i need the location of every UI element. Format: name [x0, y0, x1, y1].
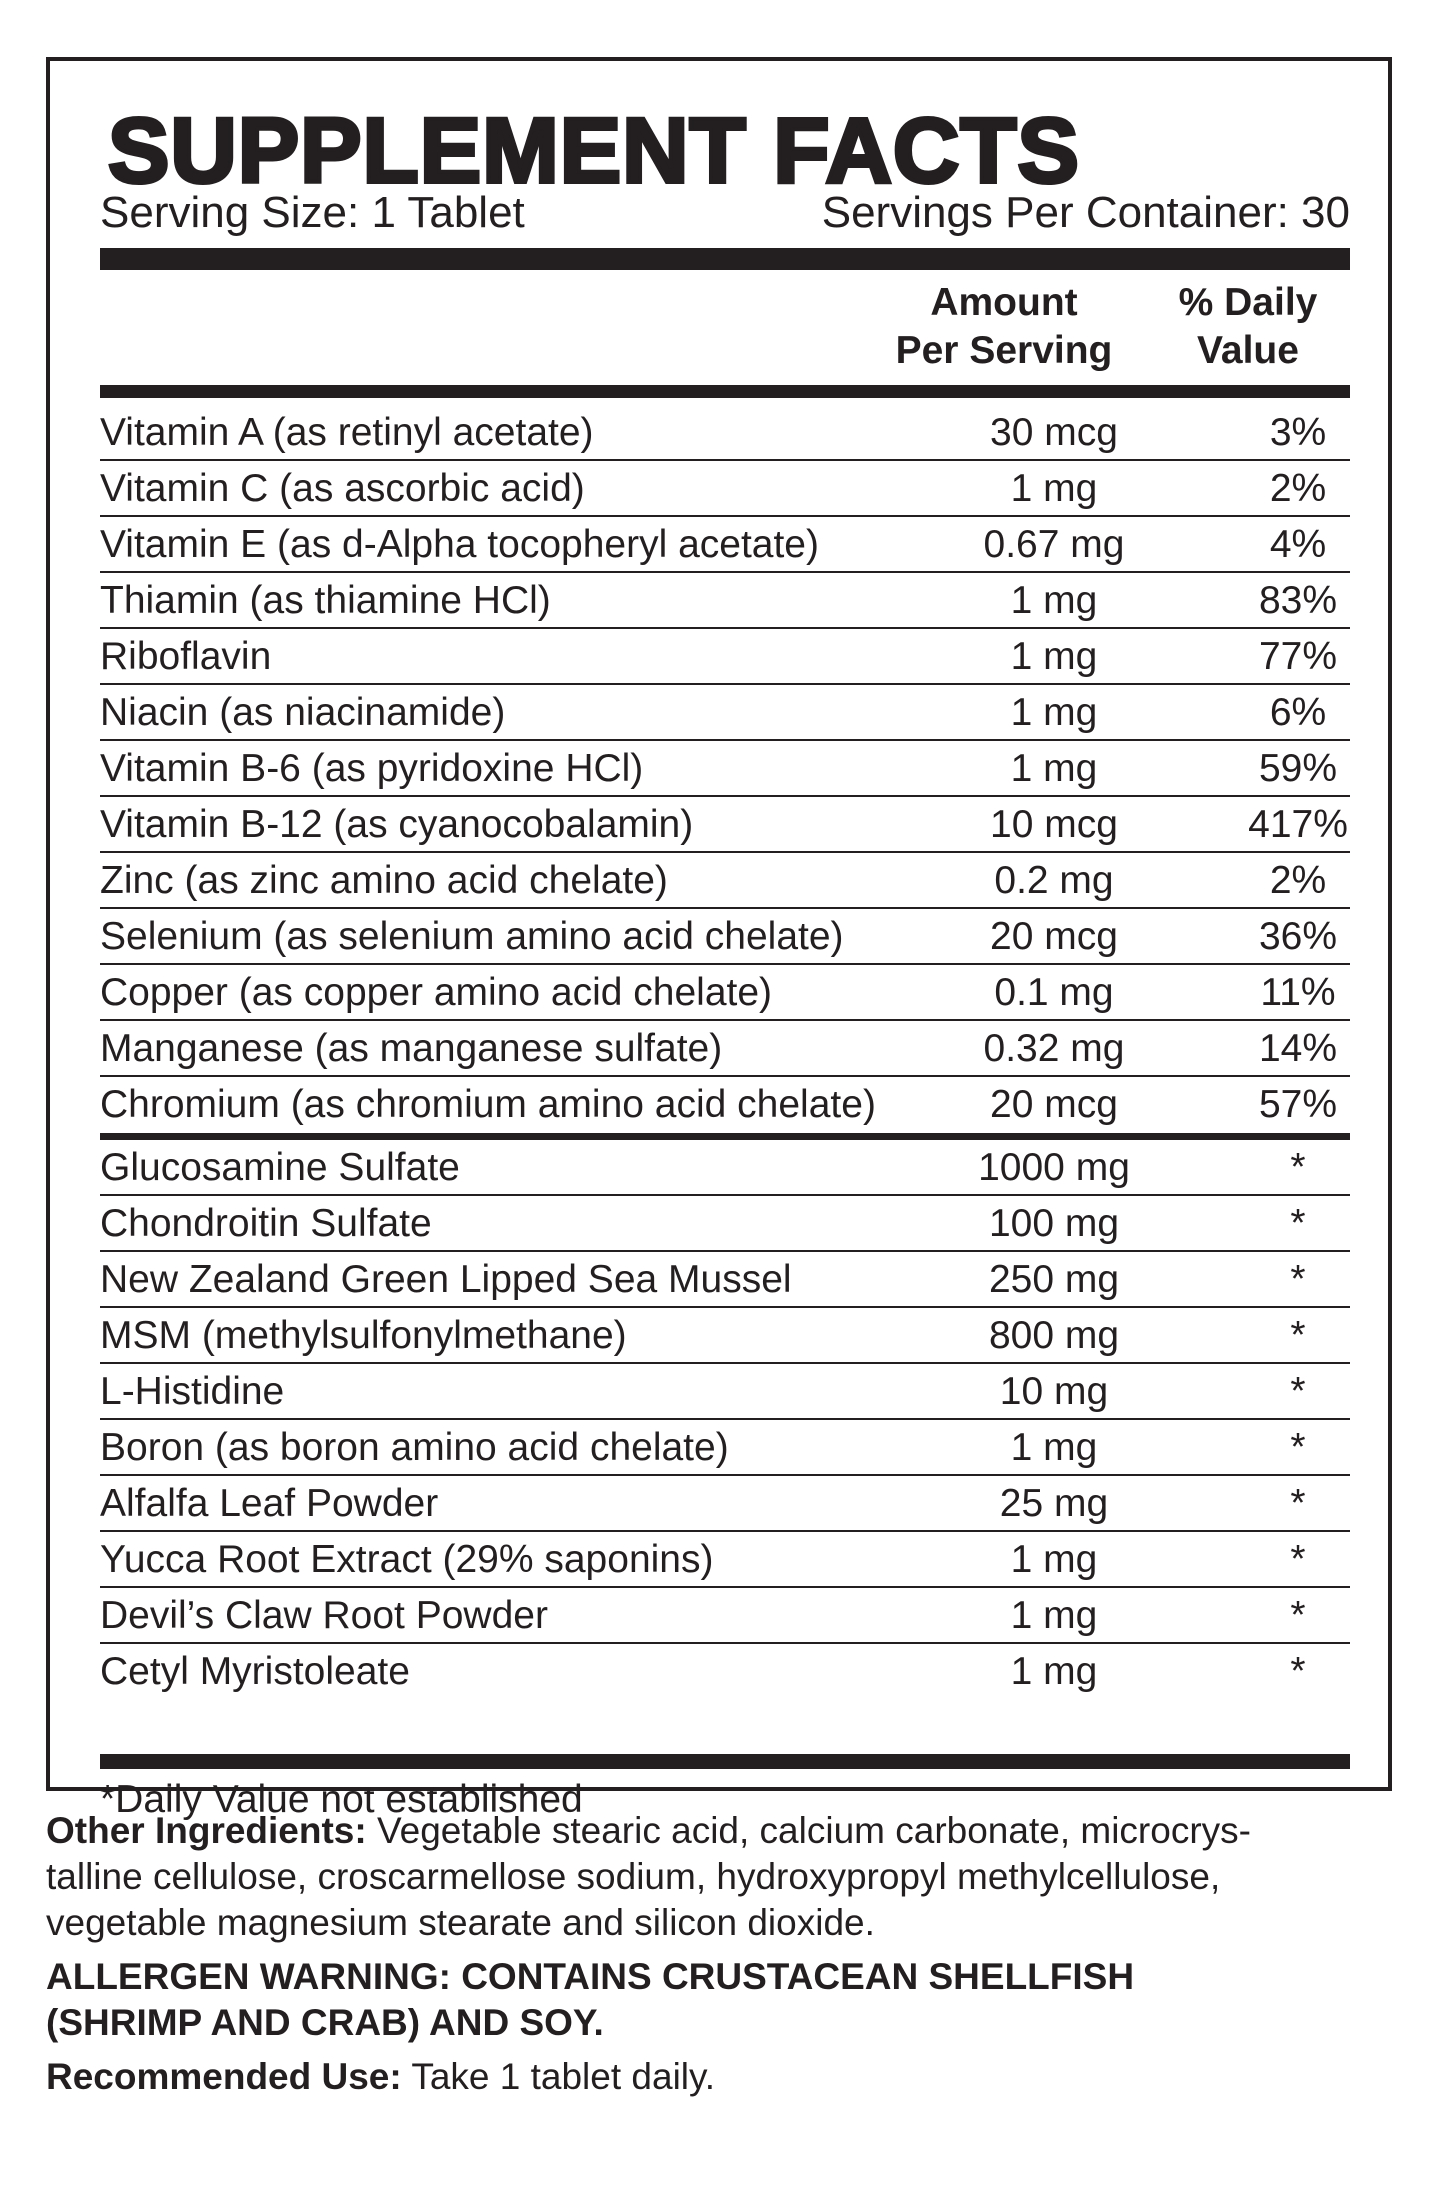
daily-value: * [1290, 1426, 1306, 1469]
amount-per-serving: 20 mcg [990, 915, 1118, 958]
nutrient-table [100, 405, 1350, 1700]
nutrient-name: Cetyl Myristoleate [100, 1650, 410, 1693]
table-row [100, 1420, 1350, 1476]
amount-per-serving: 1 mg [1010, 1426, 1098, 1469]
daily-value: * [1290, 1594, 1306, 1637]
daily-value: 83% [1258, 579, 1338, 622]
amount-per-serving: 1 mg [1010, 467, 1098, 510]
nutrient-name: Zinc (as zinc amino acid chelate) [100, 859, 668, 902]
nutrient-name: Vitamin E (as d-Alpha tocopheryl acetate) [100, 523, 819, 566]
nutrient-name: Niacin (as niacinamide) [100, 691, 506, 734]
daily-value: 36% [1258, 915, 1338, 958]
nutrient-name: Yucca Root Extract (29% saponins) [100, 1538, 714, 1581]
nutrient-name: Chromium (as chromium amino acid chelate) [100, 1083, 876, 1126]
table-row [100, 909, 1350, 965]
table-row [100, 1588, 1350, 1644]
amount-per-serving: 10 mg [999, 1370, 1109, 1413]
nutrient-name: New Zealand Green Lipped Sea Mussel [100, 1258, 792, 1301]
amount-per-serving: 20 mcg [990, 1083, 1118, 1126]
amount-per-serving: 1 mg [1010, 747, 1098, 790]
daily-value: 3% [1269, 411, 1327, 454]
daily-value: 4% [1269, 523, 1327, 566]
amount-per-serving: 0.67 mg [983, 523, 1125, 566]
nutrient-name: Boron (as boron amino acid chelate) [100, 1426, 729, 1469]
table-row [100, 1021, 1350, 1077]
nutrient-name: Thiamin (as thiamine HCl) [100, 579, 551, 622]
supplement-facts-panel [46, 57, 1392, 1821]
amount-per-serving: 1 mg [1010, 1594, 1098, 1637]
daily-value: * [1290, 1370, 1306, 1413]
table-row [100, 1364, 1350, 1420]
amount-per-serving: 0.32 mg [983, 1027, 1125, 1070]
table-row [100, 797, 1350, 853]
vitamins-minerals-section [100, 405, 1350, 1133]
daily-value: 57% [1258, 1083, 1338, 1126]
amount-per-serving: 25 mg [999, 1482, 1109, 1525]
amount-per-serving: 100 mg [988, 1202, 1120, 1245]
nutrient-name: Vitamin B-6 (as pyridoxine HCl) [100, 747, 644, 790]
section-divider [100, 1133, 1350, 1140]
nutrient-name: Riboflavin [100, 635, 272, 678]
table-row [100, 685, 1350, 741]
daily-value: 11% [1260, 971, 1336, 1014]
table-row [100, 965, 1350, 1021]
table-row [100, 461, 1350, 517]
nutrient-name: Vitamin B-12 (as cyanocobalamin) [100, 803, 694, 846]
nutrient-name: L-Histidine [100, 1370, 285, 1413]
daily-value: * [1290, 1538, 1306, 1581]
daily-value: 2% [1269, 467, 1327, 510]
serving-info [100, 185, 1350, 241]
daily-value: * [1290, 1314, 1306, 1357]
amount-per-serving: 10 mcg [990, 803, 1118, 846]
table-row [100, 1252, 1350, 1308]
table-row [100, 573, 1350, 629]
allergen-warning: ALLERGEN WARNING: CONTAINS CRUSTACEAN SHELLFISH (SHRIMP AND CRAB) AND SOY. [46, 1956, 1135, 2043]
daily-value: 417% [1248, 803, 1348, 846]
top-divider-bar [100, 248, 1350, 270]
table-row [100, 629, 1350, 685]
daily-value-column-header: % Daily Value [1178, 281, 1318, 372]
daily-value: 77% [1258, 635, 1338, 678]
table-row [100, 1476, 1350, 1532]
daily-value: 59% [1258, 747, 1338, 790]
table-row [100, 1532, 1350, 1588]
amount-per-serving: 0.1 mg [994, 971, 1114, 1014]
panel-title: SUPPLEMENT FACTS [108, 100, 1080, 202]
table-row [100, 1644, 1350, 1700]
table-row [100, 741, 1350, 797]
footnote: *Daily Value not established [100, 1778, 583, 1821]
amount-per-serving: 1 mg [1010, 579, 1098, 622]
table-row [100, 853, 1350, 909]
bottom-divider-bar [100, 1754, 1350, 1769]
header-divider-bar [100, 385, 1350, 398]
amount-per-serving: 1 mg [1010, 691, 1098, 734]
amount-column-header: Amount Per Serving [895, 281, 1113, 372]
daily-value: 6% [1269, 691, 1327, 734]
amount-per-serving: 1 mg [1010, 1650, 1098, 1693]
table-row [100, 517, 1350, 573]
other-ingredients: Other Ingredients: Vegetable stearic acid, calcium carbonate, microcrys- talline cellulose, croscarmellose sodium, hydroxypropyl methylcellulose, vegetable magnesium stearate and silicon dioxide. [46, 1810, 1251, 1943]
amount-per-serving: 1 mg [1010, 1538, 1098, 1581]
nutrient-name: Devil’s Claw Root Powder [100, 1594, 548, 1637]
label-notes [46, 1808, 1392, 2100]
table-row [100, 1196, 1350, 1252]
other-actives-section [100, 1140, 1350, 1700]
daily-value: 2% [1269, 859, 1327, 902]
daily-value: * [1290, 1258, 1306, 1301]
recommended-use: Recommended Use: Take 1 tablet daily. [46, 2056, 716, 2097]
nutrient-name: Copper (as copper amino acid chelate) [100, 971, 773, 1014]
serving-size: Serving Size: 1 Tablet [100, 188, 525, 237]
daily-value: * [1290, 1650, 1306, 1693]
amount-per-serving: 250 mg [988, 1258, 1120, 1301]
nutrient-name: Glucosamine Sulfate [100, 1146, 460, 1189]
nutrient-name: Vitamin A (as retinyl acetate) [100, 411, 594, 454]
table-row [100, 405, 1350, 461]
nutrient-name: Chondroitin Sulfate [100, 1202, 432, 1245]
amount-per-serving: 1 mg [1010, 635, 1098, 678]
nutrient-name: Manganese (as manganese sulfate) [100, 1027, 723, 1070]
daily-value: 14% [1258, 1027, 1338, 1070]
table-row [100, 1308, 1350, 1364]
amount-per-serving: 800 mg [988, 1314, 1120, 1357]
nutrient-name: MSM (methylsulfonylmethane) [100, 1314, 627, 1357]
daily-value: * [1290, 1482, 1306, 1525]
servings-per-container: Servings Per Container: 30 [821, 188, 1350, 237]
amount-per-serving: 1000 mg [978, 1146, 1130, 1189]
daily-value: * [1290, 1202, 1306, 1245]
nutrient-name: Vitamin C (as ascorbic acid) [100, 467, 585, 510]
amount-per-serving: 0.2 mg [994, 859, 1114, 902]
table-row [100, 1140, 1350, 1196]
nutrient-name: Selenium (as selenium amino acid chelate) [100, 915, 844, 958]
amount-per-serving: 30 mcg [990, 411, 1118, 454]
nutrient-name: Alfalfa Leaf Powder [100, 1482, 439, 1525]
table-row [100, 1077, 1350, 1133]
daily-value: * [1290, 1146, 1306, 1189]
